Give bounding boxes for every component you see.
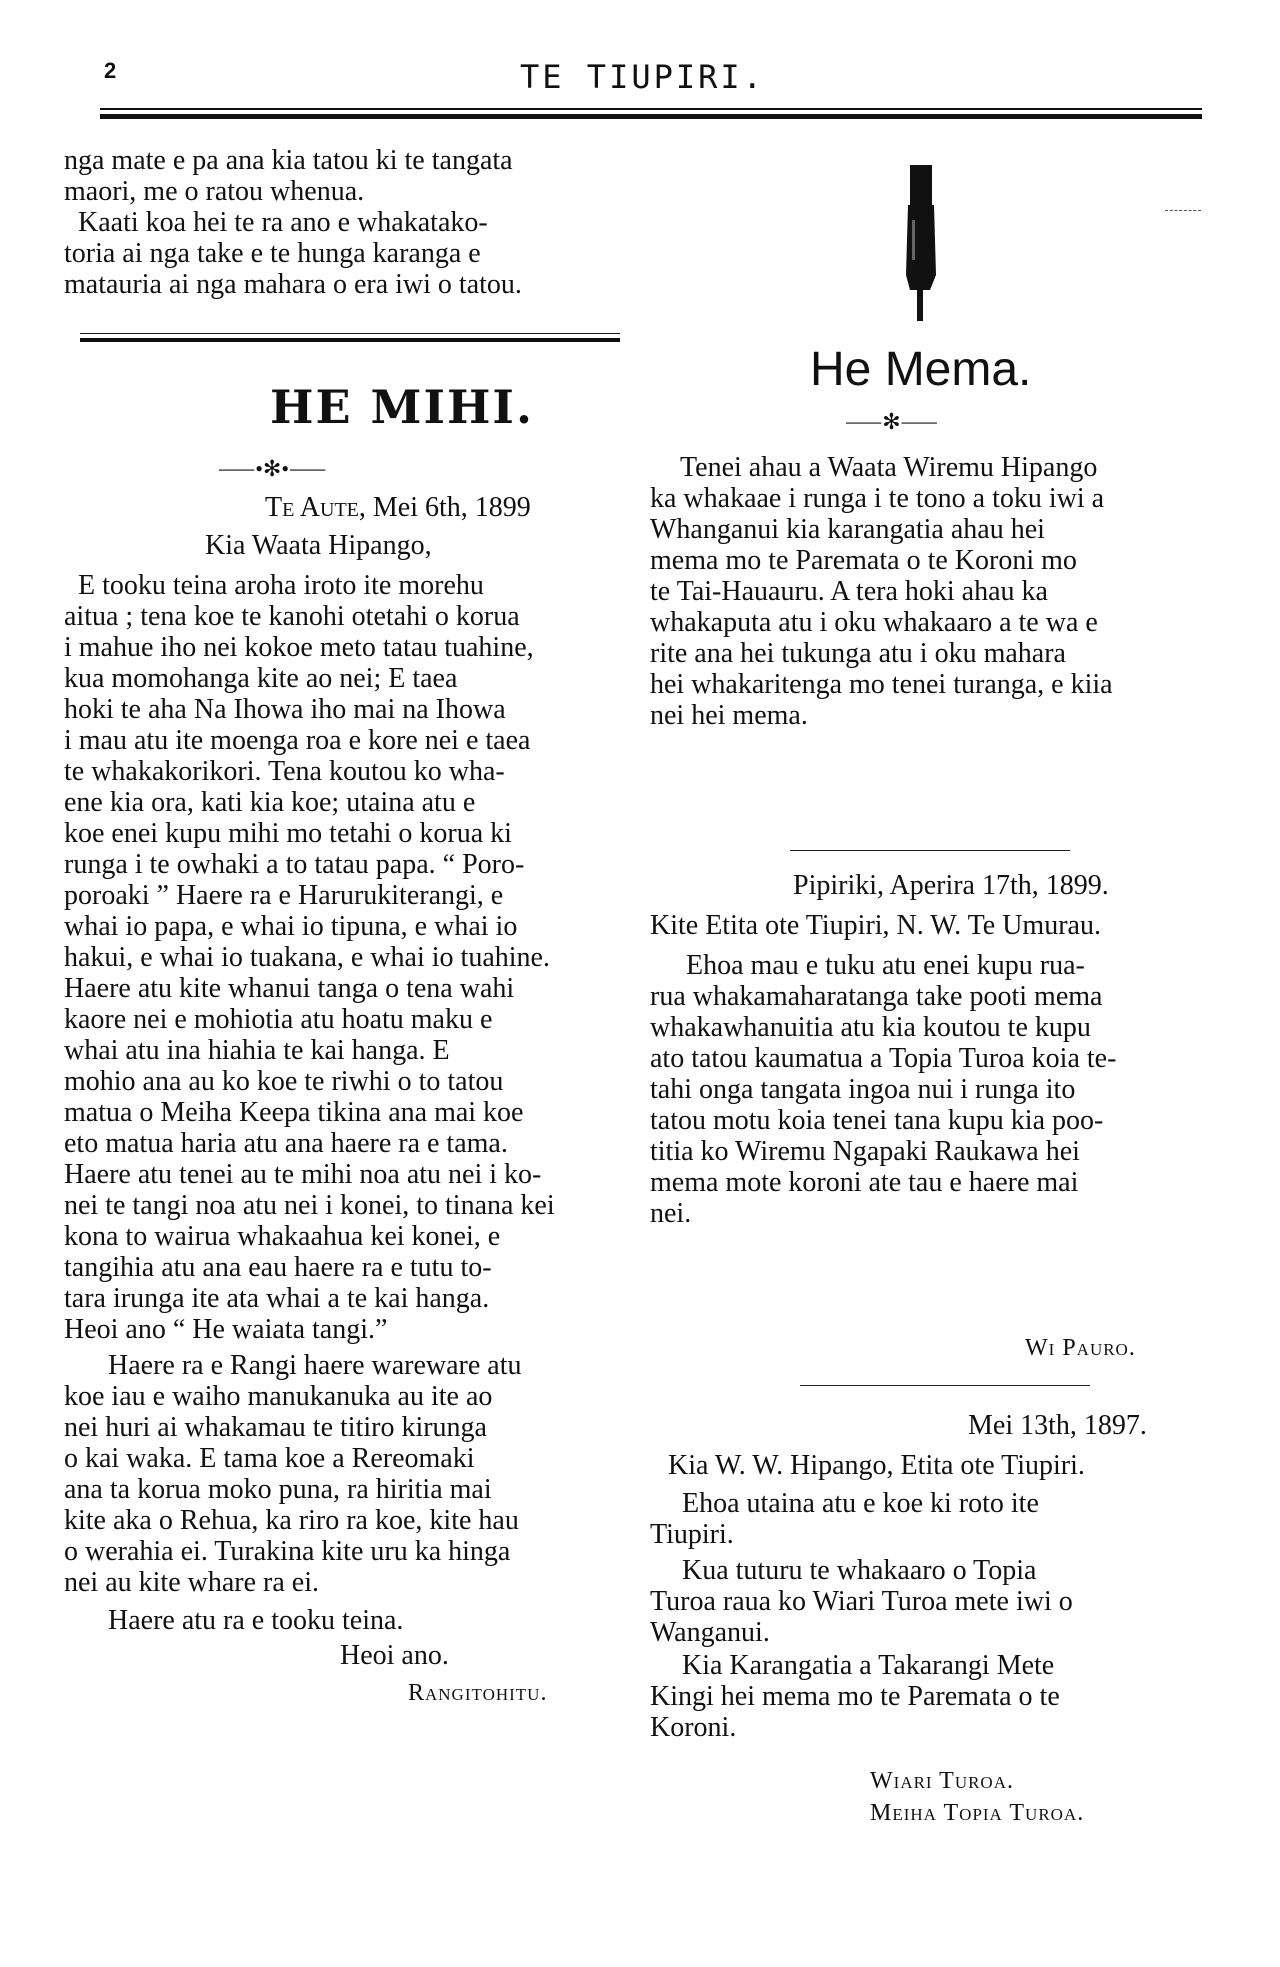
section-divider-thin	[80, 333, 620, 334]
letter3-para-2: Kua tuturu te whakaaro o Topia Turoa raua ko Wiari Turoa mete iwi o Wanganui.	[650, 1555, 1073, 1648]
signature-wi-pauro: Wi Pauro.	[1025, 1335, 1136, 1361]
header-rule-thick	[100, 114, 1202, 119]
signature-wiari-turoa: Wiari Turoa.	[870, 1768, 1014, 1794]
letter-body-2: Haere ra e Rangi haere wareware atu koe iau e waiho manukanuka au ite ao nei huri ai whakamau te titiro kirunga o kai waka. E tama koe a Rereomaki ana ta korua moko puna, ra hiritia mai kite aka o Rehua, ka riro ra koe, kite hau o werahia ei. Turakina kite uru ka hinga nei au kite whare ra ei.	[64, 1350, 522, 1598]
pipiriki-dateline: Pipiriki, Aperira 17th, 1899.	[793, 870, 1109, 901]
letter3-para-1: Ehoa utaina atu e koe ki roto ite Tiupiri.	[650, 1488, 1039, 1550]
he-mihi-heading: HE MIHI.	[270, 380, 534, 434]
pointing-hand-icon	[900, 165, 940, 325]
masthead-title: TE TIUPIRI.	[520, 58, 765, 96]
header-rule-thin	[100, 108, 1202, 110]
page-number: 2	[104, 58, 117, 83]
ornament-divider-right: ⸺✻⸺	[845, 409, 938, 434]
closing-line: Haere atu ra e tooku teina.	[108, 1605, 404, 1636]
mema-paragraph: Tenei ahau a Waata Wiremu Hipango ka whakaae i runga i te tono a toku iwi a Whanganui kia karangatia ahau hei mema mo te Paremata o te Koroni mo te Tai-Hauauru. A tera hoki ahau ka whakaputa atu i oku whakaaro a te wa e rite ana hei tukunga atu i oku mahara hei whakaritenga mo tenei turanga, e kiia nei hei mema.	[650, 452, 1113, 731]
letter-divider-2	[800, 1385, 1090, 1386]
signature-rangitohitu: Rangitohitu.	[408, 1680, 548, 1706]
ornament-divider: ⸺•✻•⸺	[218, 456, 327, 481]
dateline: Te Aute, Mei 6th, 1899	[265, 492, 531, 523]
letter3-date: Mei 13th, 1897.	[968, 1410, 1147, 1441]
letter2-addressee: Kite Etita ote Tiupiri, N. W. Te Umurau.	[650, 910, 1101, 941]
letter-divider-1	[790, 850, 1070, 851]
letter-body-1: E tooku teina aroha iroto ite morehu aitua ; tena koe te kanohi otetahi o korua i mahue iho nei kokoe meto tatau tuahine, kua momohanga kite ao nei; E taea hoki te aha Na Ihowa iho mai na Ihowa i mau atu ite moenga roa e kore nei e taea te whakakorikori. Tena koutou ko wha- ene kia ora, kati kia koe; utaina atu e koe enei kupu mihi mo tetahi o korua ki runga i te owhaki a to tatau papa. “ Poro- poroaki ” Haere ra e Harurukiterangi, e whai io papa, e whai io tipuna, e whai io hakui, e whai io tuakana, e whai io tuahine. Haere atu kite whanui tanga o tena wahi kaore nei e mohiotia atu hoatu maku e whai atu ina hiahia te kai hanga. E mohio ana au ko koe te riwhi o to tatou matua o Meiha Keepa tikina ana mai koe eto matua haria atu ana haere ra e tama. Haere atu tenei au te mihi noa atu nei i ko- nei te tangi noa atu nei i konei, to tinana kei kona to wairua whakaahua kei konei, e tangihia atu ana eau haere ra e tutu to- tara irunga ite ata whai a te kai hanga. Heoi ano “ He waiata tangi.”	[64, 570, 555, 1345]
he-mema-heading: He Mema.	[810, 343, 1032, 396]
section-divider-thick	[80, 338, 620, 342]
letter3-para-3: Kia Karangatia a Takarangi Mete Kingi hei mema mo te Paremata o te Koroni.	[650, 1650, 1060, 1743]
heoi-ano: Heoi ano.	[340, 1640, 449, 1671]
salutation: Kia Waata Hipango,	[205, 530, 432, 561]
letter3-addressee: Kia W. W. Hipango, Etita ote Tiupiri.	[668, 1450, 1085, 1481]
intro-paragraph: nga mate e pa ana kia tatou ki te tangata maori, me o ratou whenua. Kaati koa hei te ra ano e whakatako- toria ai nga take e te hunga karanga e matauria ai nga mahara o era iwi o tatou.	[64, 145, 522, 300]
signature-meiha-topia-turoa: Meiha Topia Turoa.	[870, 1800, 1085, 1826]
letter2-body: Ehoa mau e tuku atu enei kupu rua- rua whakamaharatanga take pooti mema whakawhanuitia atu kia koutou te kupu ato tatou kaumatua a Topia Turoa koia te- tahi onga tangata ingoa nui i runga ito tatou motu koia tenei tana kupu kia poo- titia ko Wiremu Ngapaki Raukawa hei mema mote koroni ate tau e haere mai nei.	[650, 950, 1117, 1229]
stray-dash-mark	[1165, 210, 1201, 212]
